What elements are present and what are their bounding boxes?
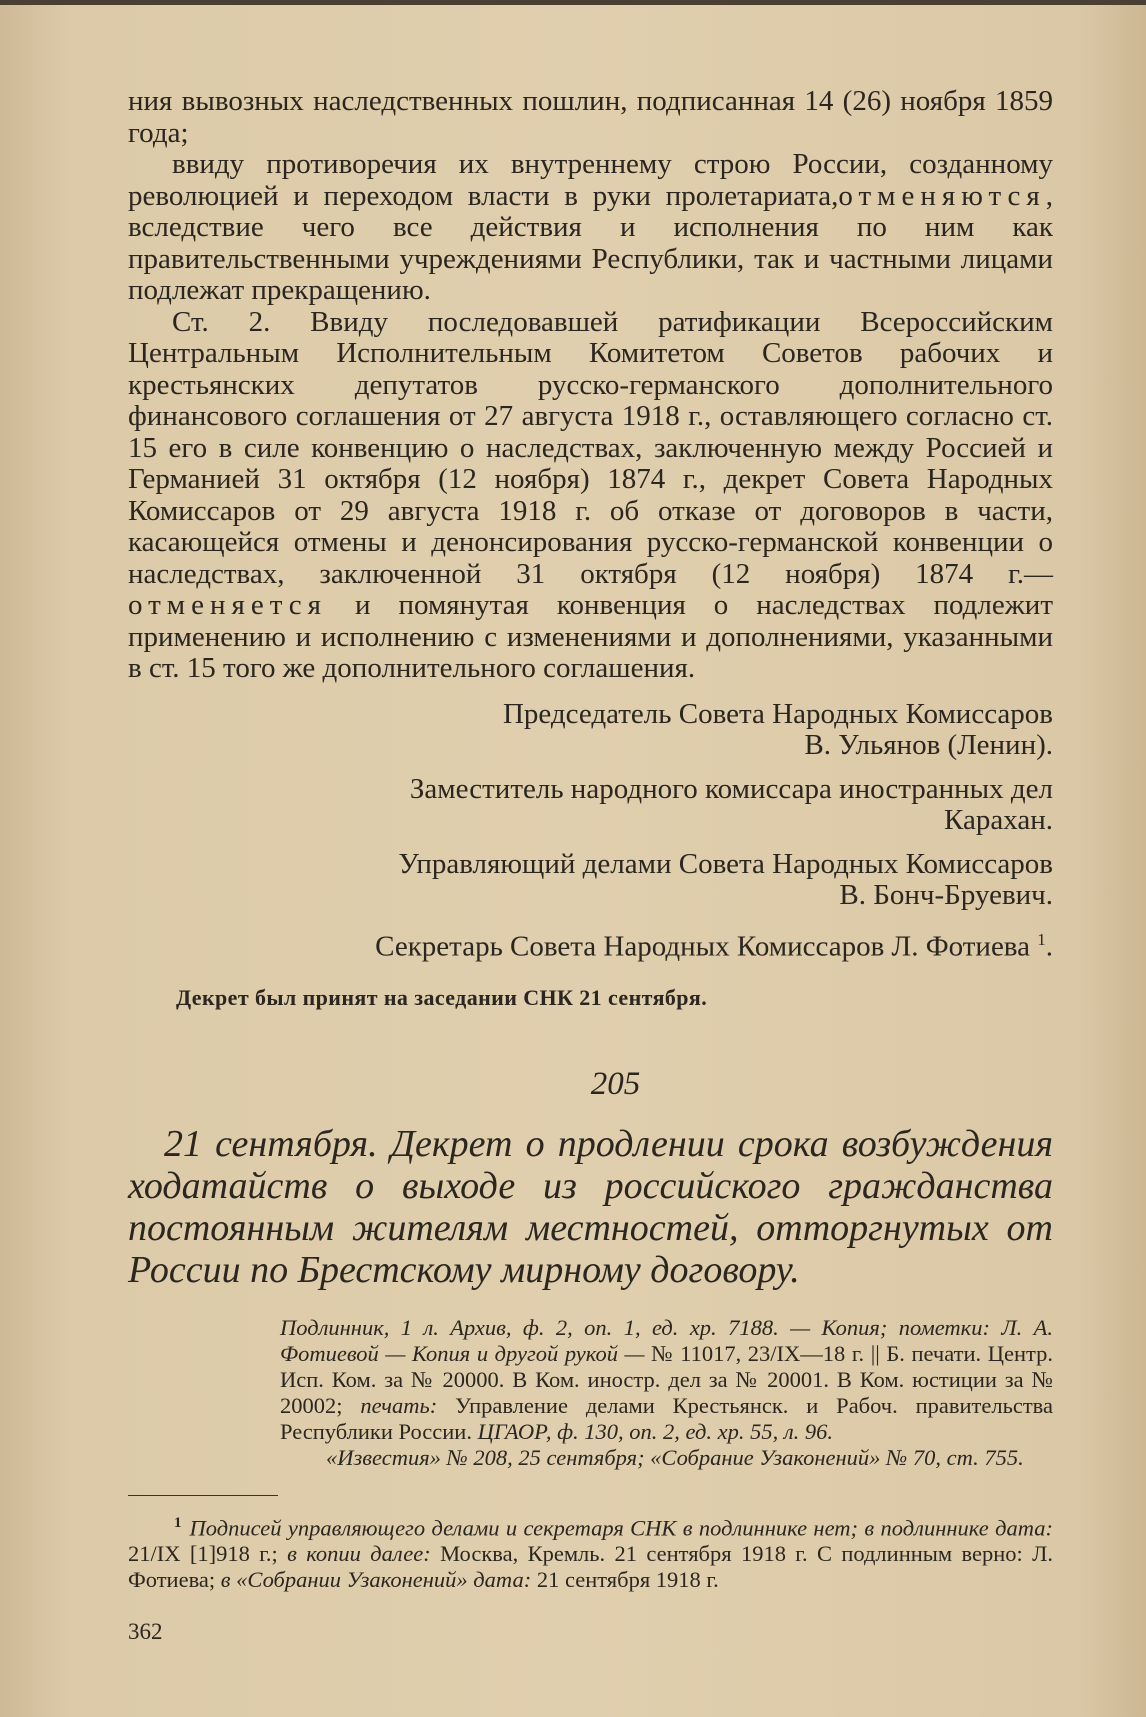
document-title: 21 сентября. Декрет о продлении срока возбуждения ходатайств о выходе из российского гражданства постоянным жителям местностей, отторгнутых от России по Брестскому мирному договору.	[128, 1122, 1053, 1291]
paragraph-continuation: ния вывозных наследственных пошлин, подписанная 14 (26) ноября 1859 года;	[128, 85, 1053, 149]
page-top-border	[0, 0, 1146, 5]
paragraph-article-2: Ст. 2. Ввиду последовавшей ратификации Всероссийским Центральным Исполнительным Комитетом Советов рабочих и крестьянских депутатов русско-германского дополнительного финансового соглашения от 27 августа 1918 г., оставляющего согласно ст. 15 его в силе конвенцию о наследствах, заключенную между Россией и Германией 31 октября (12 ноября) 1874 г., декрет Совета Народных Комиссаров от 29 августа 1918 г. об отказе от договоров в части, касающейся отмены и денонсирования русско-германской конвенции о наследствах, заключенной 31 октября (12 ноября) 1874 г.— отменяется и помянутая конвенция о наследствах подлежит применению и исполнению с изменениями и дополнениями, указанными в ст. 15 того же дополнительного соглашения.	[128, 305, 1053, 684]
document-number: 205	[590, 1065, 641, 1102]
paragraph-cancellation: ввиду противоречия их внутреннему строю России, созданному революцией и переходом власти в руки пролетариата,отменяются, вследствие чего все действия и исполнения по ним как правительственными учреждениями Республики, так и частными лицами подлежат прекращению.	[128, 148, 1053, 306]
page-number: 362	[128, 1619, 163, 1645]
spaced-word: отменяется	[128, 589, 327, 621]
adoption-note: Декрет был принят на заседании СНК 21 сентября.	[176, 984, 708, 1010]
footnote-1: $^1$ Подписей управляющего делами и секретаря СНК в подлиннике нет; в подлиннике дата: 21/IX [1]918 г.; в копии далее: Москва, Кремль. 21 сентября 1918 г. С подлинным верно: Л. Фотиева; в «Собрании Узаконений» дата: 21 сентября 1918 г.	[128, 1514, 1054, 1593]
page-content	[128, 86, 1053, 1645]
spaced-word: отменяются	[838, 179, 1046, 212]
archival-source: Подлинник, 1 л. Архив, ф. 2, оп. 1, ед. хр. 7188. — Копия; пометки: Л. А. Фотиевой — Копия и другой рукой — № 11017, 23/IX—18 г. || Б. печати. Центр. Исп. Ком. за № 20000. В Ком. иностр. дел за № 20001. В Ком. юстиции за № 20002; печать: Управление делами Крестьянск. и Рабоч. правительства Республики России. ЦГАОР, ф. 130, оп. 2, ед. хр. 55, л. 96. «Известия» № 208, 25 сентября; «Собрание Узаконений» № 70, ст. 755.	[280, 1314, 1053, 1470]
footnote-divider	[128, 1495, 278, 1496]
publication-source: «Известия» № 208, 25 сентября; «Собрание Узаконений» № 70, ст. 755.	[326, 1444, 1024, 1470]
signature-deputy-commissar: Заместитель народного комиссара иностранных дел Карахан.	[409, 772, 1053, 836]
signature-chairman: Председатель Совета Народных Комиссаров В. Ульянов (Ленин).	[502, 697, 1053, 761]
footnote-mark: 1	[1037, 929, 1046, 949]
signature-secretary: Секретарь Совета Народных Комиссаров Л. Фотиева $^1$.	[375, 929, 1053, 963]
signature-office-manager: Управляющий делами Совета Народных Комиссаров В. Бонч-Бруевич.	[398, 847, 1053, 911]
